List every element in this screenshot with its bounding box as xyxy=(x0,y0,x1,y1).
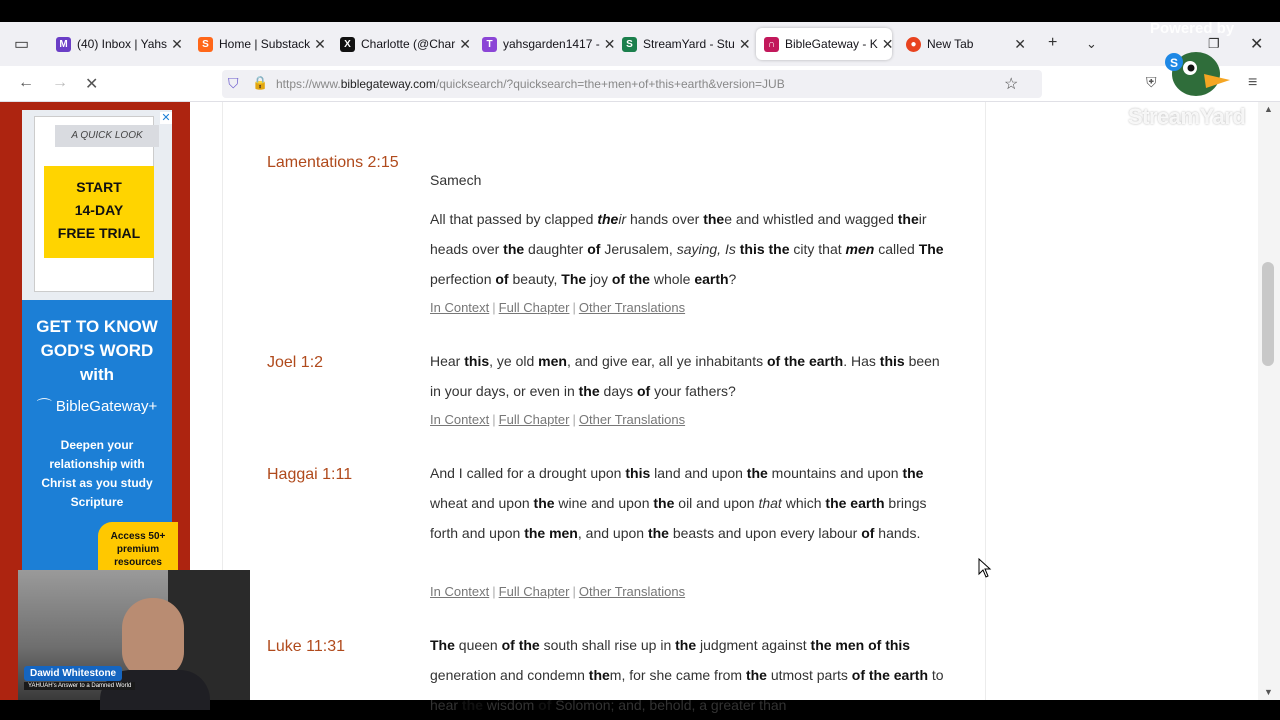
presenter-face xyxy=(122,598,184,678)
other-translations-link[interactable]: Other Translations xyxy=(578,300,686,315)
substack-icon: S xyxy=(198,37,213,52)
result-passage: And I called for a drought upon this land and upon the mountains and upon the wheat and upon the wine and upon the oil and upon that which the earth brings forth and upon the men, and upon the beasts and upon every labour of hands. xyxy=(430,465,927,541)
close-tab-icon[interactable]: ✕ xyxy=(459,35,471,52)
cta-line: FREE TRIAL xyxy=(57,225,141,241)
tab-title: Home | Substack xyxy=(219,37,311,51)
ad-close-icon[interactable]: ✕ xyxy=(161,112,171,124)
forward-arrow-icon[interactable]: → xyxy=(52,74,68,91)
in-context-link[interactable]: In Context xyxy=(430,412,490,427)
in-context-link[interactable]: In Context xyxy=(430,300,490,315)
x-logo-icon: X xyxy=(340,37,355,52)
biblegateway-plus-ad[interactable] xyxy=(22,110,172,580)
close-tab-icon[interactable]: ✕ xyxy=(1014,35,1026,52)
link-separator: | xyxy=(492,412,496,427)
full-chapter-link[interactable]: Full Chapter xyxy=(498,412,570,427)
cta-line: 14-DAY xyxy=(74,202,124,218)
full-chapter-link[interactable]: Full Chapter xyxy=(498,584,570,599)
menu-hamburger-icon[interactable]: ≡ xyxy=(1248,74,1258,91)
tab-title: StreamYard - Stu xyxy=(643,37,735,51)
svg-text:S: S xyxy=(1170,56,1179,70)
back-arrow-icon[interactable]: ← xyxy=(18,74,34,91)
headline-line: GOD'S WORD xyxy=(40,341,154,360)
presenter-name-tag: Dawid Whitestone xyxy=(24,666,122,681)
cta-line: START xyxy=(76,179,122,195)
tab-strip xyxy=(0,22,1280,66)
page-scrollbar[interactable] xyxy=(1258,102,1280,700)
tab-title: BibleGateway - K xyxy=(785,37,878,51)
mouse-pointer-icon xyxy=(978,558,992,578)
brand-label: BibleGateway+ xyxy=(55,398,158,415)
result-passage: The queen of the south shall rise up in the judgment against the men of this generation and condemn them, for she came from the utmost parts of the earth to hear the wisdom of Solomon; and, behold, a greater than xyxy=(430,637,944,713)
search-results xyxy=(222,102,986,713)
tab-inbox[interactable] xyxy=(48,28,182,60)
close-tab-icon[interactable]: ✕ xyxy=(171,35,183,52)
link-separator: | xyxy=(572,584,576,599)
url-domain: biblegateway.com xyxy=(340,77,436,91)
link-separator: | xyxy=(492,300,496,315)
close-tab-icon[interactable]: ✕ xyxy=(603,35,616,52)
result-reference-link[interactable]: Lamentations 2:15 xyxy=(267,154,399,171)
twitch-icon: T xyxy=(482,37,497,52)
result-links xyxy=(430,584,685,599)
headline-line: with xyxy=(80,365,114,384)
result-links xyxy=(430,412,685,427)
body-line: Deepen your xyxy=(60,438,134,452)
free-trial-badge[interactable] xyxy=(44,166,154,258)
access-line: premium xyxy=(116,544,160,555)
result-reference-link[interactable]: Luke 11:31 xyxy=(267,638,345,655)
url-text[interactable] xyxy=(276,77,785,91)
access-line: resources xyxy=(114,557,162,568)
scroll-down-arrow-icon[interactable]: ▼ xyxy=(1264,687,1273,697)
tab-twitch[interactable] xyxy=(474,28,616,60)
biblegateway-icon: ∩ xyxy=(764,37,779,52)
result-links xyxy=(430,300,685,315)
link-separator: | xyxy=(572,300,576,315)
ad-book-preview xyxy=(22,110,172,300)
link-separator: | xyxy=(572,412,576,427)
powered-by-label: Powered by xyxy=(1150,20,1235,37)
webcam-overlay xyxy=(18,570,250,700)
url-path: /quicksearch/?quicksearch=the+men+of+this+earth&version=JUB xyxy=(435,77,785,91)
streamyard-duck-logo-icon xyxy=(1160,40,1232,100)
streamyard-icon: S xyxy=(622,37,637,52)
tab-title: (40) Inbox | Yahs xyxy=(77,37,168,51)
result-reference-link[interactable]: Joel 1:2 xyxy=(267,354,324,371)
address-bar[interactable] xyxy=(222,70,1042,98)
tab-substack[interactable] xyxy=(190,28,324,60)
close-window-icon[interactable]: ✕ xyxy=(1250,36,1264,53)
streamyard-wordmark: StreamYard xyxy=(1128,104,1246,129)
tab-title: yahsgarden1417 - xyxy=(503,37,600,51)
new-tab-plus-icon[interactable]: + xyxy=(1048,34,1058,51)
close-tab-icon[interactable]: ✕ xyxy=(881,35,894,52)
bookmark-star-icon[interactable]: ☆ xyxy=(1004,76,1019,93)
tab-new-tab[interactable] xyxy=(898,28,1034,60)
tab-title: Charlotte (@Char xyxy=(361,37,456,51)
tab-charlotte[interactable] xyxy=(332,28,471,60)
other-translations-link[interactable]: Other Translations xyxy=(578,412,686,427)
tab-streamyard[interactable] xyxy=(614,28,751,60)
restore-window-icon[interactable]: ❐ xyxy=(1208,36,1220,51)
padlock-icon[interactable]: 🔒 xyxy=(252,75,269,90)
tab-overview-icon[interactable]: ▭ xyxy=(14,36,30,53)
firefox-icon: ● xyxy=(906,37,921,52)
navigation-toolbar xyxy=(0,66,1280,102)
quick-look-label: A QUICK LOOK xyxy=(55,125,159,147)
headline-line: GET TO KNOW xyxy=(36,317,158,336)
result-passage: All that passed by clapped their hands over thee and whistled and wagged their heads over the daughter of Jerusalem, saying, Is this the city that men called The perfection of beauty, The joy of the whole earth? xyxy=(430,211,944,287)
ad-brand xyxy=(22,395,172,416)
access-line: Access 50+ xyxy=(110,531,166,542)
result-heading: Samech xyxy=(430,172,482,188)
full-chapter-link[interactable]: Full Chapter xyxy=(498,300,570,315)
close-tab-icon[interactable]: ✕ xyxy=(738,35,751,52)
mail-icon: M xyxy=(56,37,71,52)
result-passage: Hear this, ye old men, and give ear, all ye inhabitants of the earth. Has this been in your days, or even in the days of your fathers? xyxy=(430,353,940,399)
biblegateway-logo-icon: ⌒ xyxy=(36,398,56,415)
scroll-thumb[interactable] xyxy=(1262,262,1274,366)
pocket-icon[interactable]: ⛨ xyxy=(1146,74,1157,90)
presenter-subtitle: YAHUAH's Answer to a Damned World xyxy=(24,682,135,690)
url-prefix: https://www. xyxy=(276,77,341,91)
body-line: Scripture xyxy=(70,495,124,509)
scroll-up-arrow-icon[interactable]: ▲ xyxy=(1264,104,1273,114)
ad-body xyxy=(22,436,172,512)
other-translations-link[interactable]: Other Translations xyxy=(578,584,686,599)
tab-biblegateway[interactable] xyxy=(756,28,892,60)
link-separator: | xyxy=(492,584,496,599)
body-line: relationship with xyxy=(49,457,145,471)
ad-headline xyxy=(22,315,172,387)
close-tab-icon[interactable]: ✕ xyxy=(314,35,326,52)
tracking-shield-icon[interactable]: ⛉ xyxy=(228,75,239,91)
tab-title: New Tab xyxy=(927,37,974,51)
list-tabs-chevron-icon[interactable]: ⌄ xyxy=(1086,36,1097,51)
result-reference-link[interactable]: Haggai 1:11 xyxy=(267,466,353,483)
in-context-link[interactable]: In Context xyxy=(430,584,490,599)
stop-loading-icon[interactable]: ✕ xyxy=(85,76,99,93)
body-line: Christ as you study xyxy=(41,476,153,490)
